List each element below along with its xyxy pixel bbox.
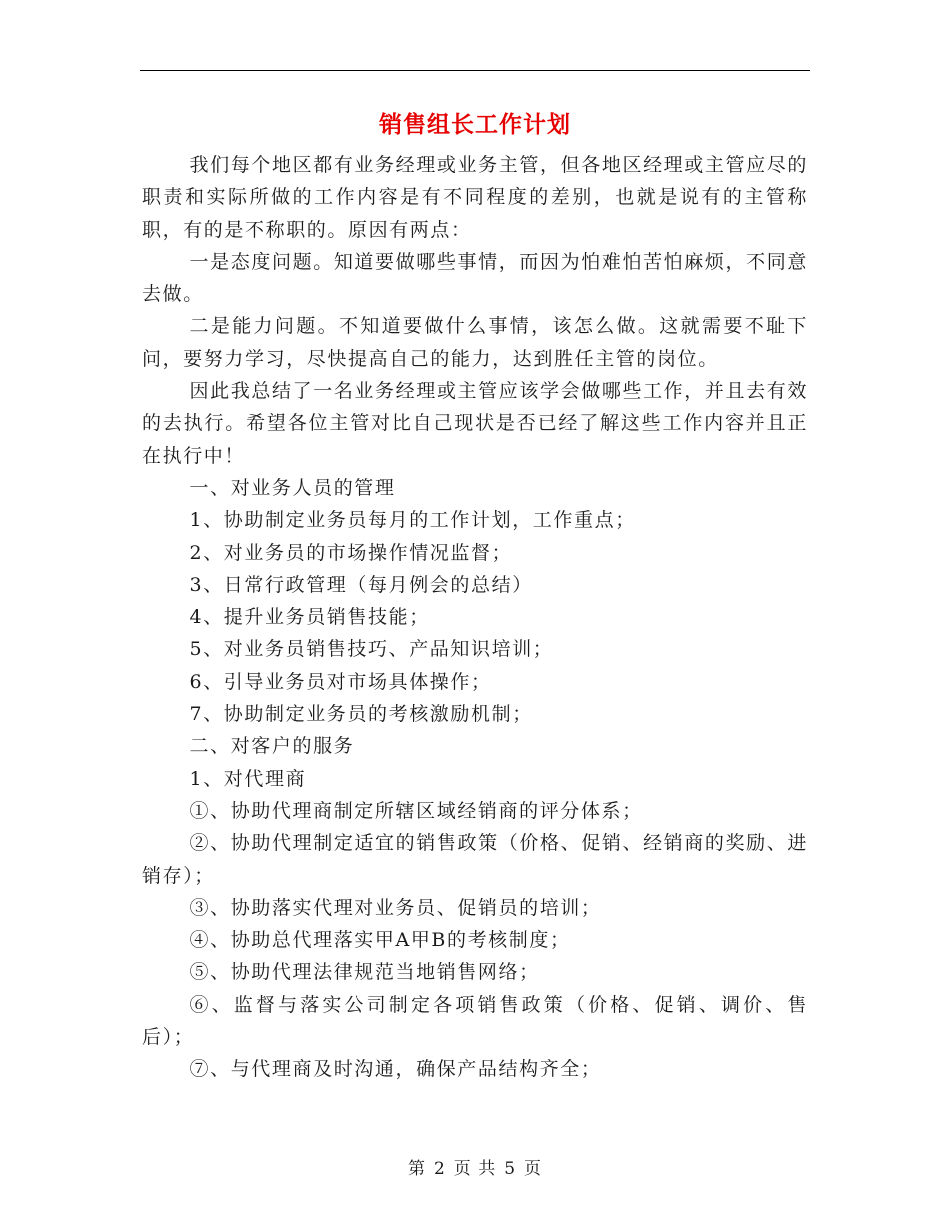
total-pages-number: 5 bbox=[504, 1159, 517, 1179]
reason-two-paragraph: 二是能力问题。不知道要做什么事情，该怎么做。这就需要不耻下问，要努力学习，尽快提高自己的能力，达到胜任主管的岗位。 bbox=[142, 315, 808, 370]
page-footer bbox=[0, 1154, 950, 1179]
list-item: ⑥、监督与落实公司制定各项销售政策（价格、促销、调价、售后）； bbox=[142, 993, 808, 1049]
section-heading-staff-management: 一、对业务人员的管理 bbox=[189, 476, 396, 499]
summary-paragraph: 因此我总结了一名业务经理或主管应该学会做哪些工作，并且去有效的去执行。希望各位主管对比自己现状是否已经了解这些工作内容并且正在执行中！ bbox=[142, 380, 808, 467]
list-item: 6、引导业务员对市场具体操作； bbox=[189, 670, 492, 693]
intro-paragraph: 我们每个地区都有业务经理或业务主管，但各地区经理或主管应尽的职责和实际所做的工作内容是有不同程度的差别，也就是说有的主管称职，有的是不称职的。原因有两点： bbox=[142, 154, 808, 241]
header-rule bbox=[140, 70, 810, 71]
document-body bbox=[142, 149, 808, 1086]
current-page-number: 2 bbox=[433, 1159, 446, 1179]
list-item: ⑤、协助代理法律规范当地销售网络； bbox=[189, 961, 540, 984]
list-item: ④、协助总代理落实甲A甲B的考核制度； bbox=[189, 929, 571, 952]
list-item: ①、协助代理商制定所辖区域经销商的评分体系； bbox=[189, 799, 643, 822]
list-item: ②、协助代理制定适宜的销售政策（价格、促销、经销商的奖励、进销存）； bbox=[142, 832, 808, 887]
page-label-prefix: 第 bbox=[407, 1159, 426, 1179]
document-title: 销售组长工作计划 bbox=[379, 112, 571, 138]
section-heading-customer-service: 二、对客户的服务 bbox=[189, 735, 355, 758]
list-item: 7、协助制定业务员的考核激励机制； bbox=[189, 703, 533, 726]
subsection-heading-agents: 1、对代理商 bbox=[189, 767, 307, 790]
list-item: 4、提升业务员销售技能； bbox=[189, 606, 430, 629]
page-label-suffix: 页 bbox=[524, 1159, 543, 1179]
list-item: 5、对业务员销售技巧、产品知识培训； bbox=[189, 638, 554, 661]
list-item: ⑦、与代理商及时沟通，确保产品结构齐全； bbox=[189, 1058, 602, 1081]
list-item: 3、日常行政管理（每月例会的总结） bbox=[189, 573, 533, 596]
list-item: ③、协助落实代理对业务员、促销员的培训； bbox=[189, 896, 602, 919]
page-label-mid: 页 共 bbox=[453, 1159, 497, 1179]
reason-one-paragraph: 一是态度问题。知道要做哪些事情，而因为怕难怕苦怕麻烦，不同意去做。 bbox=[142, 250, 808, 306]
list-item: 2、对业务员的市场操作情况监督； bbox=[189, 541, 513, 564]
list-item: 1、协助制定业务员每月的工作计划，工作重点； bbox=[189, 509, 636, 532]
